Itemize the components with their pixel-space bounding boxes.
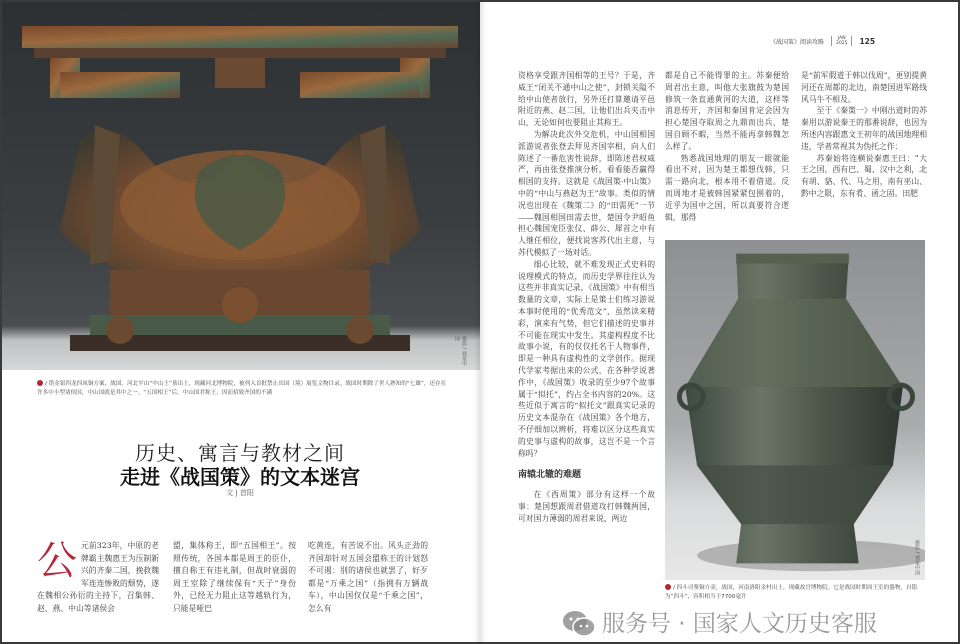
caption-marker-icon	[37, 380, 43, 386]
quote-paragraph: 苏秦始将连横说秦惠王曰：“大王之国，西有巴、蜀、汉中之利，北有胡、貉、代、马之用，南有巫山、黔中之限，东有肴、函之固。田肥	[801, 153, 927, 198]
right-body-column-2	[665, 70, 789, 223]
article-title-line2: 走进《战国策》的文本迷宫	[120, 465, 360, 489]
caption-text: / 错金银四龙四凤铜方案，战国，河北平山“中山王”墓出土，现藏河北博物院，被列入首批禁止出国（境）展览文物目录。战国时期除了世人熟知的“七雄”，还存在许多中小型诸侯国，中山国就是其中之一。“五国相王”后，中山国君称王，因而招致齐国的不满	[37, 381, 447, 396]
issue-date	[831, 36, 852, 46]
paragraph: 元前323年，中原的老牌霸主魏惠王为压制新兴的齐秦二国，挽救魏军连连惨败的颓势，遂在魏相公孙衍的主持下，召集韩、赵、燕、中山等诸侯会	[37, 541, 159, 613]
caption-text: / 四斗司鉴铜方壶，战国，河南洛阳金村出土，现藏故宫博物院。它是战国时期周王室的器物，自铭为“四斗”，容积相当于7700毫升	[665, 585, 918, 600]
right-body-column-1	[518, 70, 655, 525]
photo-credit: 摄影 / 视觉中国	[454, 336, 467, 366]
left-photo-caption	[37, 380, 447, 398]
article-title-line1: 历史、寓言与教材之间	[135, 441, 345, 465]
drop-cap: 公	[37, 538, 77, 584]
right-photo-caption	[665, 584, 927, 602]
left-body-column-2	[173, 540, 296, 616]
paragraph: 资格享受跟齐国相等的王号？于是，齐威王“闭关不通中山之使”，封锁关隘不给中山使者放行，另外还打算邀请平邑附近的燕、赵二国，让他们出兵夹击中山，无论如何也要阻止其称王。	[518, 71, 655, 128]
paragraph: 吃黄连，有苦说不出。风头正劲的齐国却针对五国会盟称王的计划怒不可遏：别的诸侯也就罢了，好歹都是“万乘之国”（指拥有万辆战车），中山国仅仅是“千乘之国”，怎么有	[308, 541, 428, 613]
issue-year: 2025	[836, 41, 848, 46]
page-number: 125	[859, 36, 876, 46]
running-head-section: 《战国策》阅读攻略	[770, 38, 825, 46]
section-heading: 南辕北辙的难题	[518, 470, 582, 481]
paragraph: 盟，集体称王，即“五国相王”。按照传统，各国本都是周王的臣仆，擅自称王有违礼制，但战时衰弱的周王室除了继续保有“天子”身份外，已经无力阻止这等越轨行为，只能是哑巴	[173, 541, 296, 613]
paragraph: 在《西周策》部分有这样一个故事：楚国想跟周君借道攻打韩魏两国，可对国力薄弱的周君来说，两边	[518, 490, 655, 523]
paragraph: 细心比较，就不难发现正式史料的说理模式的特点，而历史学界往往认为这些并非真实记录，《战国策》中有相当数量的文章，实际上是策士们练习游说本事时使用的“优秀范文”，虽然读来精彩，演来有气势，但它们描述的史事并不可能在现实中发生。其虚构程度不比故事小说，有的仅仅托名于人物事件，即是一种具有虚构性的文学创作。据现代学家考据出来的公式，在各种学说著作中，《战国策》收录的至少97个故事属于“拟托”，约占全书内容的20%。这些近似于寓言的“拟托文”跟真实记录的历史文本混杂在《战国策》各个地方，不仔细加以辨析，将难以区分这些真实的史事与虚构的故事，这岂不是一个言称吗？	[518, 259, 655, 458]
left-body-column-3	[308, 540, 428, 616]
photo-credit: 摄影 / 视觉中国	[914, 540, 920, 575]
bronze-vase-illustration	[665, 240, 925, 580]
paragraph: 都是自己不能得罪的主。苏秦便给周君出主意，叫他大张旗鼓为楚国修筑一条直通黄河的大道，这样等消息传开，齐国和秦国肯定会因为担心楚国夺取周之九鼎而出兵，楚国自顾不暇，当然不能再拿韩魏怎么样了。	[665, 71, 789, 151]
wechat-icon	[562, 610, 596, 638]
issue-month: JAN	[837, 36, 846, 41]
watermark-text: 服务号 · 国家人文历史客服	[602, 610, 877, 637]
paragraph: 是“前军假道于韩以伐周”，更别提黄河还在周都的北边，南楚国进军路线风马牛不相及。	[801, 71, 927, 104]
bronze-table-illustration	[0, 0, 480, 370]
caption-marker-icon	[665, 584, 671, 590]
watermark	[562, 610, 877, 638]
right-body-column-3	[801, 70, 927, 200]
bronze-table-photo	[0, 0, 480, 370]
paragraph: 至于《秦策一》中刚出道时的苏秦用以游说秦王的那番说辞，也因为所述内容跟惠文王初年的战国地理相违，学者常视其为伪托之作：	[801, 106, 927, 151]
left-body-column-1	[37, 540, 159, 616]
paragraph: 为解决此次外交危机，中山国相国派游说者张登去拜见齐国宰相，向人们陈述了一番危害性说辞，即陈述君权威严，再由张登推演分析，看看能否赢得相国的支持。这就是《战国策·中山策》中的“中山与燕赵为王”故事。类似的情况也出现在《魏策二》的“田需死”一节——魏国相国田需去世，楚国令尹昭鱼担心魏国宠臣张仪、薛公、犀首之中有人继任相位，便找说客苏代出主意，与苏代模拟了一场对话。	[518, 129, 655, 257]
byline: 文 | 首阳	[226, 489, 254, 497]
bronze-vase-photo	[665, 240, 925, 580]
running-head	[770, 36, 875, 46]
paragraph: 熟悉战国地理的朋友一眼就能看出不对，因为楚王都想伐韩，只需一路向北，根本用不着借道。反而周地才是被韩国紧紧包围着的，近乎为国中之国，所以真要符合逻辑，那得	[665, 153, 789, 222]
